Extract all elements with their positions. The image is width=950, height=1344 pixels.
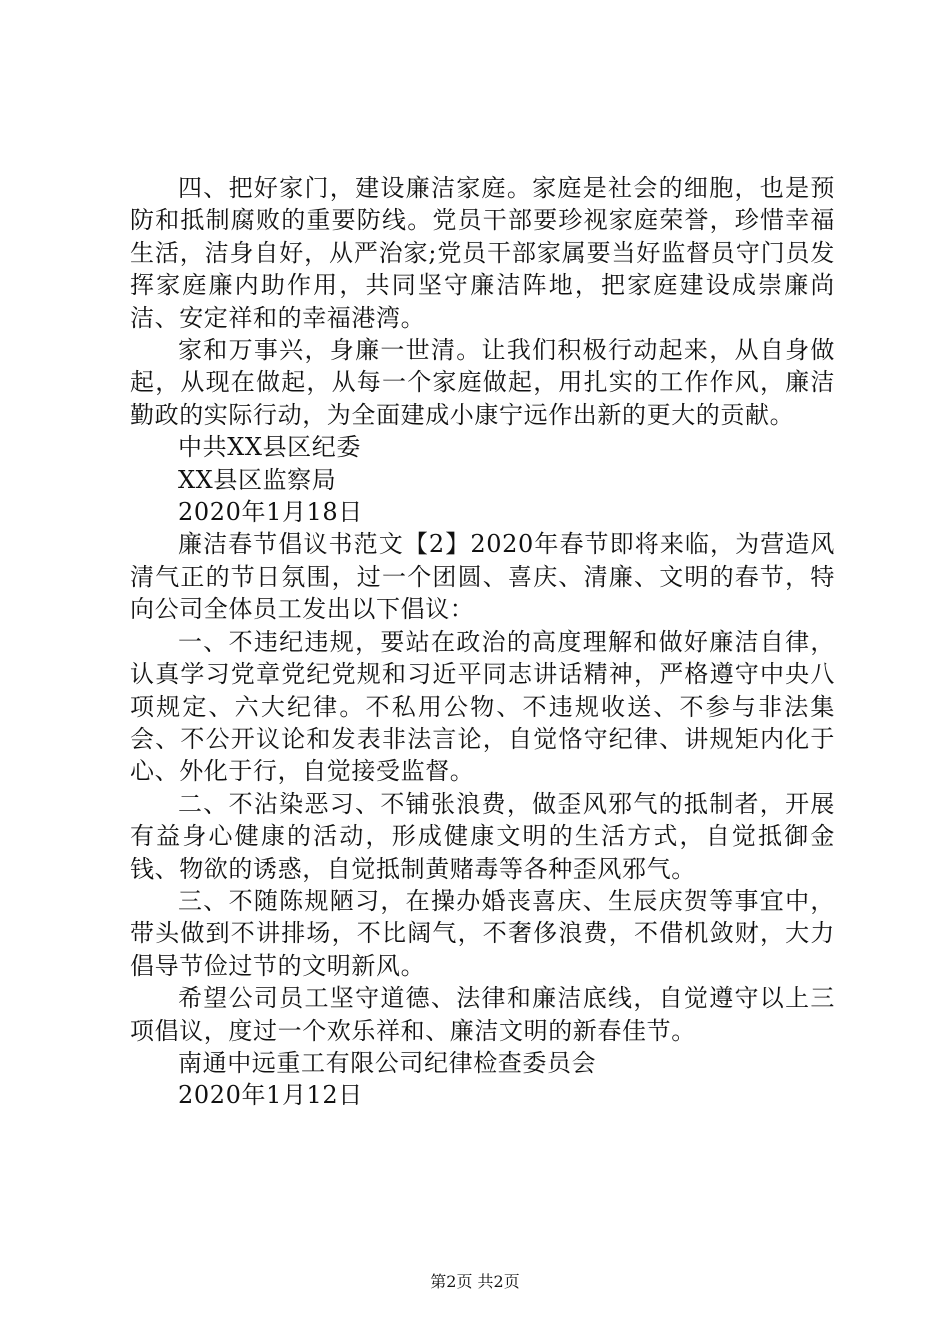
- signature-org-1: 中共XX县区纪委: [178, 433, 361, 462]
- paragraph-call-to-action: 家和万事兴，身廉一世清。让我们积极行动起来，从自身做起，从现在做起，从每一个家庭做起，用扎实的工作作风，廉洁勤政的实际行动，为全面建成小康宁远作出新的更大的贡献。: [130, 336, 835, 429]
- page-footer: 第2页 共2页: [430, 1272, 520, 1291]
- paragraph-proposal-item-1: 一、不违纪违规，要站在政治的高度理解和做好廉洁自律，认真学习党章党纪党规和习近平同志讲话精神，严格遵守中央八项规定、六大纪律。不私用公物、不违规收送、不参与非法集会、不公开议论和发表非法言论，自觉恪守纪律、讲规矩内化于心、外化于行，自觉接受监督。: [130, 627, 835, 786]
- signature-date-2: 2020年1月12日: [178, 1081, 363, 1110]
- paragraph-proposal-intro: 廉洁春节倡议书范文【2】2020年春节即将来临，为营造风清气正的节日氛围，过一个团圆、喜庆、清廉、文明的春节，特向公司全体员工发出以下倡议：: [130, 530, 835, 624]
- signature-org-2: XX县区监察局: [178, 465, 337, 494]
- paragraph-proposal-closing: 希望公司员工坚守道德、法律和廉洁底线，自觉遵守以上三项倡议，度过一个欢乐祥和、廉洁文明的新春佳节。: [130, 984, 835, 1045]
- paragraph-proposal-item-3: 三、不随陈规陋习，在操办婚丧喜庆、生辰庆贺等事宜中，带头做到不讲排场，不比阔气，不奢侈浪费，不借机敛财，大力倡导节俭过节的文明新风。: [130, 886, 835, 980]
- paragraph-family-integrity: 四、把好家门，建设廉洁家庭。家庭是社会的细胞，也是预防和抵制腐败的重要防线。党员干部要珍视家庭荣誉，珍惜幸福生活，洁身自好，从严治家;党员干部家属要当好监督员守门员发挥家庭廉内助作用，共同坚守廉洁阵地，把家庭建设成崇廉尚洁、安定祥和的幸福港湾。: [130, 174, 835, 332]
- paragraph-proposal-item-2: 二、不沾染恶习、不铺张浪费，做歪风邪气的抵制者，开展有益身心健康的活动，形成健康文明的生活方式，自觉抵御金钱、物欲的诱惑，自觉抵制黄赌毒等各种歪风邪气。: [130, 789, 835, 883]
- document-body: [130, 172, 835, 1112]
- signature-org-3: 南通中远重工有限公司纪律检查委员会: [178, 1048, 597, 1077]
- signature-date-1: 2020年1月18日: [178, 498, 363, 527]
